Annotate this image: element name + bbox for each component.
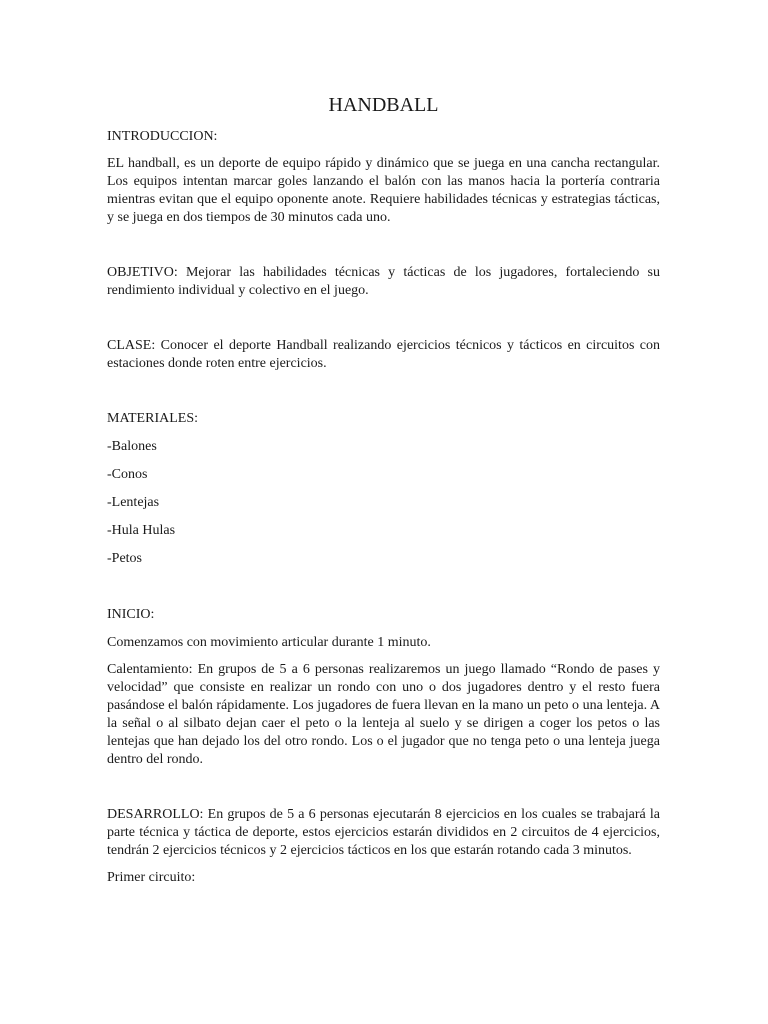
materiales-heading: MATERIALES: <box>107 411 198 426</box>
inicio-movimiento-paragraph: Comenzamos con movimiento articular durante 1 minuto. <box>107 635 431 650</box>
material-item-petos: -Petos <box>107 551 142 566</box>
material-item-hula-hulas: -Hula Hulas <box>107 523 176 538</box>
introduccion-heading: INTRODUCCION: <box>107 129 218 144</box>
inicio-heading: INICIO: <box>107 607 155 622</box>
materiales-list <box>107 438 660 568</box>
material-item-conos: -Conos <box>107 467 148 482</box>
calentamiento-paragraph: Calentamiento: En grupos de 5 a 6 personas realizaremos un juego llamado “Rondo de pases y velocidad” que consiste en realizar un rondo con uno o dos jugadores dentro y el resto fuera pasándose el balón rápidamente. Los jugadores de fuera llevan en la mano un peto o una lenteja. A la señal o al silbato dejan caer el peto o la lenteja al suelo y se dirigen a coger los petos o las lentejas que han dejado los del otro rondo. Los o el jugador que no tenga peto o una lenteja juega dentro del rondo. <box>107 662 660 767</box>
primer-circuito-heading: Primer circuito: <box>107 870 196 885</box>
material-item-lentejas: -Lentejas <box>107 495 160 510</box>
objetivo-paragraph: OBJETIVO: Mejorar las habilidades técnicas y tácticas de los jugadores, fortaleciendo su rendimiento individual y colectivo en el juego. <box>107 265 660 298</box>
introduccion-paragraph: EL handball, es un deporte de equipo rápido y dinámico que se juega en una cancha rectangular. Los equipos intentan marcar goles lanzando el balón con las manos hacia la portería contraria mientras evitan que el equipo oponente anote. Requiere habilidades técnicas y estrategias tácticas, y se juega en dos tiempos de 30 minutos cada uno. <box>107 156 660 225</box>
desarrollo-paragraph: DESARROLLO: En grupos de 5 a 6 personas ejecutarán 8 ejercicios en los cuales se trabajará la parte técnica y táctica de deporte, estos ejercicios estarán divididos en 2 circuitos de 4 ejercicios, tendrán 2 ejercicios técnicos y 2 ejercicios tácticos en los que estarán rotando cada 3 minutos. <box>107 807 660 858</box>
document-title: HANDBALL <box>328 94 439 116</box>
clase-paragraph: CLASE: Conocer el deporte Handball realizando ejercicios técnicos y tácticos en circuitos con estaciones donde roten entre ejercicios. <box>107 338 660 371</box>
material-item-balones: -Balones <box>107 439 157 454</box>
